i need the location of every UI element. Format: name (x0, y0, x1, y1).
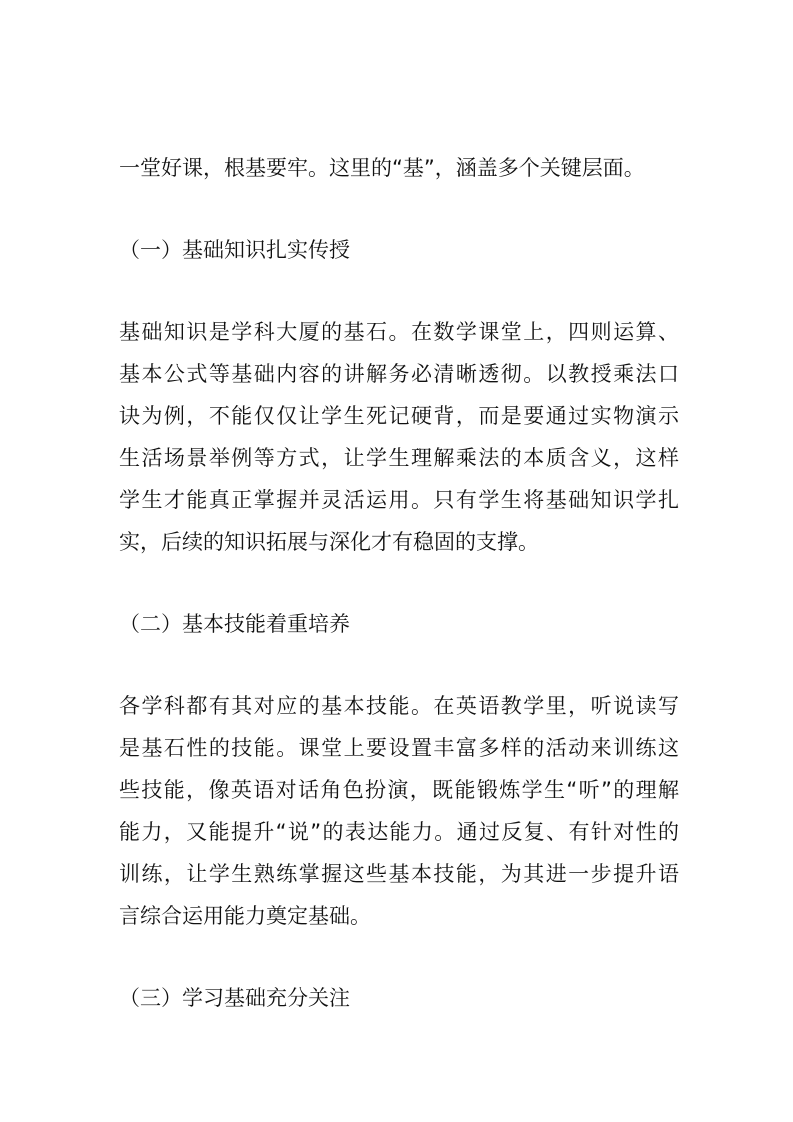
paragraph-line: 训练，让学生熟练掌握这些基本技能，为其进一步提升语 (119, 862, 679, 886)
paragraph-line: 生活场景举例等方式，让学生理解乘法的本质含义，这样 (119, 446, 679, 470)
section-heading-3: （三）学习基础充分关注 (119, 986, 350, 1010)
section-heading-1: （一）基础知识扎实传授 (119, 238, 350, 262)
section-heading-2: （二）基本技能着重培养 (119, 612, 350, 636)
intro-paragraph: 一堂好课，根基要牢。这里的“基”，涵盖多个关键层面。 (119, 156, 645, 180)
paragraph-line: 基本公式等基础内容的讲解务必清晰透彻。以教授乘法口 (119, 362, 679, 386)
paragraph-line: 能力，又能提升“说”的表达能力。通过反复、有针对性的 (119, 820, 679, 844)
paragraph-line: 言综合运用能力奠定基础。 (119, 904, 371, 928)
paragraph-line: 些技能，像英语对话角色扮演，既能锻炼学生“听”的理解 (119, 778, 679, 802)
paragraph-line: 学生才能真正掌握并灵活运用。只有学生将基础知识学扎 (119, 488, 679, 512)
paragraph-line: 基础知识是学科大厦的基石。在数学课堂上，四则运算、 (119, 320, 679, 344)
paragraph-line: 实，后续的知识拓展与深化才有稳固的支撑。 (119, 530, 539, 554)
paragraph-line: 是基石性的技能。课堂上要设置丰富多样的活动来训练这 (119, 736, 679, 760)
paragraph-line: 各学科都有其对应的基本技能。在英语教学里，听说读写 (119, 694, 679, 718)
paragraph-line: 诀为例，不能仅仅让学生死记硬背，而是要通过实物演示 (119, 404, 679, 428)
